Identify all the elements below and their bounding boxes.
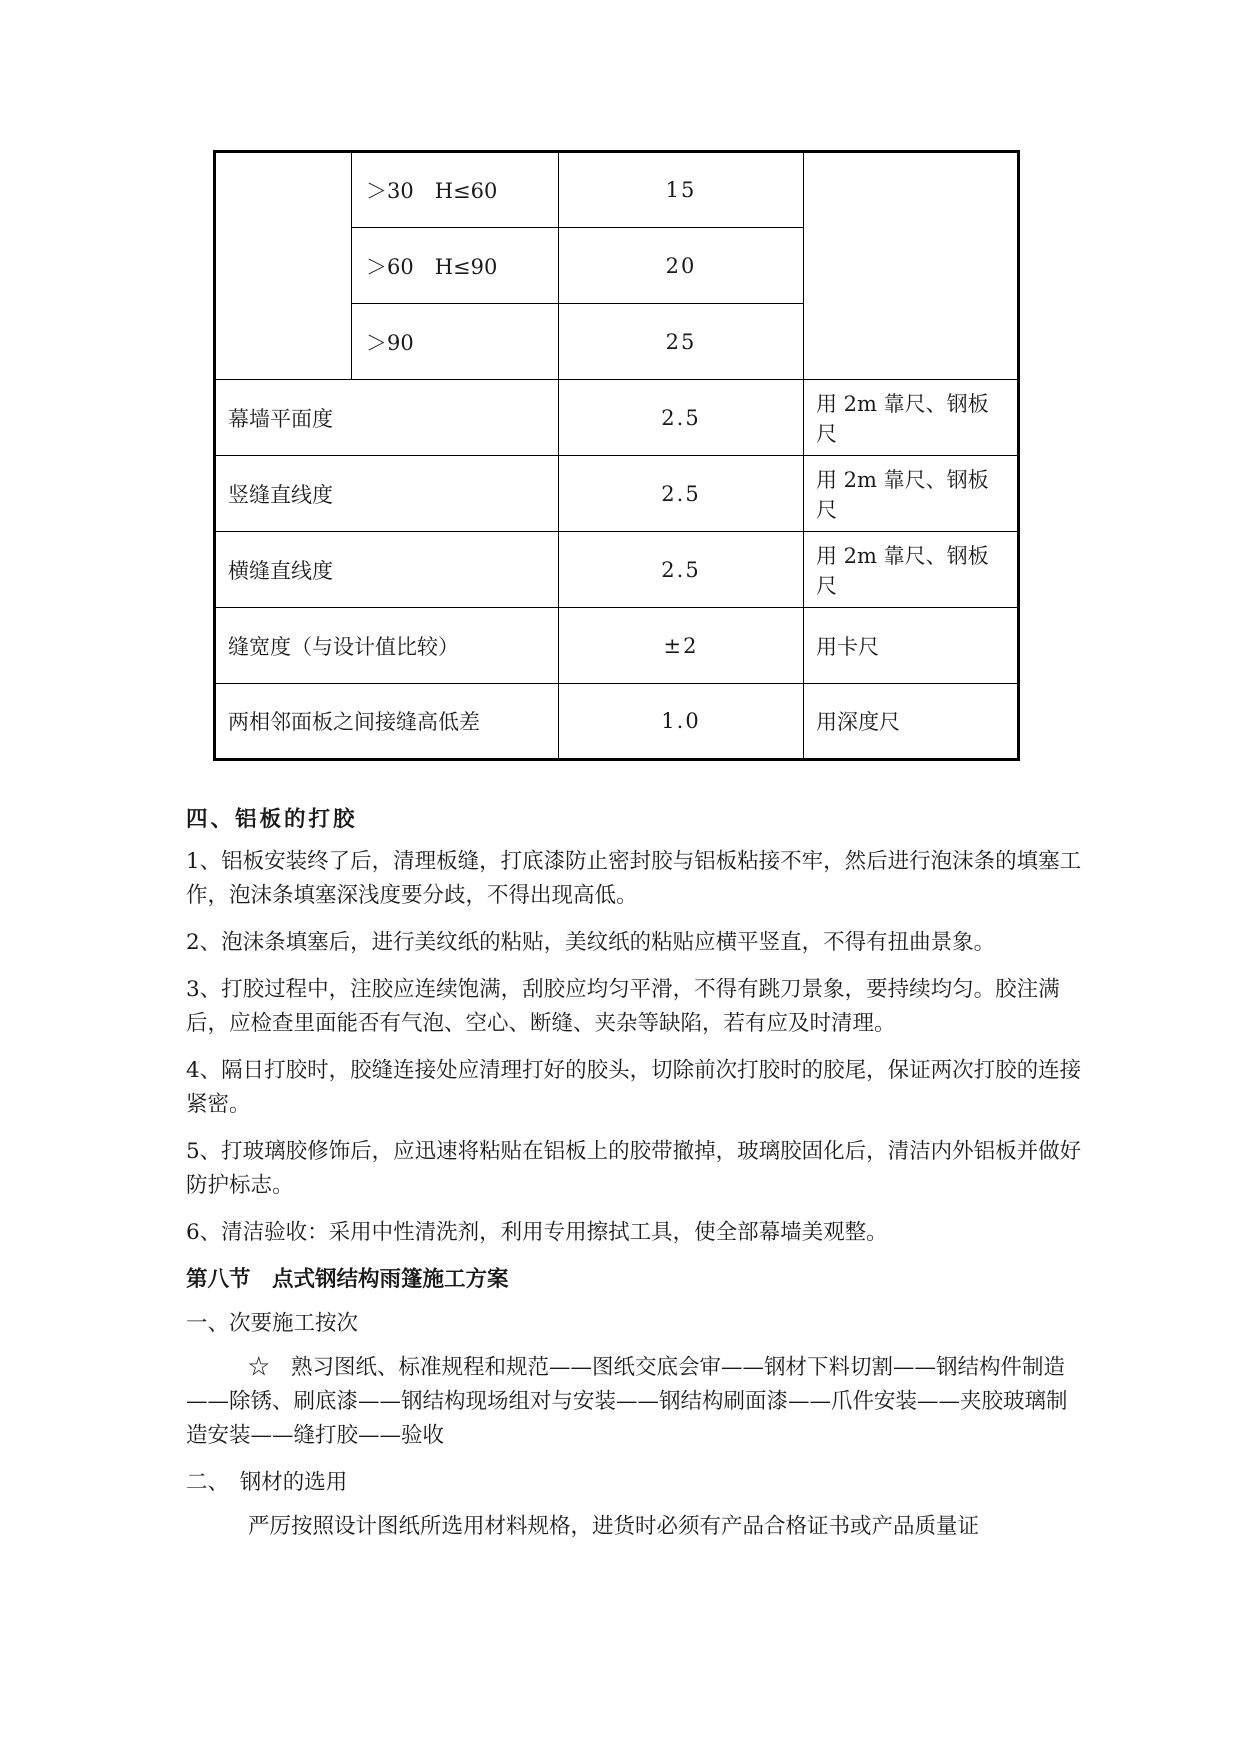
table-cell-empty xyxy=(804,152,1019,380)
section-heading: 第八节 点式钢结构雨篷施工方案 xyxy=(186,1267,509,1292)
item-cell: 两相邻面板之间接缝高低差 xyxy=(215,684,559,760)
value-cell: 1.0 xyxy=(559,684,804,760)
value-cell: 2.5 xyxy=(559,380,804,456)
table-cell-empty xyxy=(215,152,352,380)
tool-cell: 用 2m 靠尺、钢板尺 xyxy=(804,456,1019,532)
process-flow: ☆ 熟习图纸、标准规程和规范——图纸交底会审——钢材下料切割——钢结构件制造——除锈、刷底漆——钢结构现场组对与安装——钢结构刷面漆——爪件安装——夹胶玻璃制造安装——缝打胶——验收 xyxy=(186,1355,1068,1448)
range-cell: ＞90 xyxy=(352,304,559,380)
value-cell: 15 xyxy=(559,152,804,228)
item-cell: 竖缝直线度 xyxy=(215,456,559,532)
item-cell: 横缝直线度 xyxy=(215,532,559,608)
paragraph: 4、隔日打胶时，胶缝连接处应清理打好的胶头，切除前次打胶时的胶尾，保证两次打胶的连接紧密。 xyxy=(186,1058,1082,1117)
value-cell: 2.5 xyxy=(559,456,804,532)
table-row xyxy=(215,532,1019,608)
value-cell: 2.5 xyxy=(559,532,804,608)
paragraph: 3、打胶过程中，注胶应连续饱满，刮胶应均匀平滑，不得有跳刀景象，要持续均匀。胶注满后，应检查里面能否有气泡、空心、断缝、夹杂等缺陷，若有应及时清理。 xyxy=(186,977,1060,1036)
section-heading: 四、铝板的打胶 xyxy=(186,807,358,832)
tool-cell: 用 2m 靠尺、钢板尺 xyxy=(804,380,1019,456)
paragraph: 5、打玻璃胶修饰后，应迅速将粘贴在铝板上的胶带撤掉，玻璃胶固化后，清洁内外铝板并做好防护标志。 xyxy=(186,1139,1082,1198)
document-body xyxy=(186,803,1086,1544)
tool-cell: 用深度尺 xyxy=(804,684,1019,760)
tolerance-table xyxy=(213,150,1020,761)
value-cell: 25 xyxy=(559,304,804,380)
table-row xyxy=(215,684,1019,760)
range-cell: ＞30 H≤60 xyxy=(352,152,559,228)
item-cell: 缝宽度（与设计值比较） xyxy=(215,608,559,684)
subsection-heading: 二、 钢材的选用 xyxy=(186,1470,348,1495)
paragraph: 6、清洁验收：采用中性清洗剂，利用专用擦拭工具，使全部幕墙美观整。 xyxy=(186,1220,888,1245)
paragraph: 1、铝板安装终了后，清理板缝，打底漆防止密封胶与铝板粘接不牢，然后进行泡沫条的填塞工作，泡沫条填塞深浅度要分歧，不得出现高低。 xyxy=(186,849,1082,908)
paragraph: 严厉按照设计图纸所选用材料规格，进货时必须有产品合格证书或产品质量证 xyxy=(248,1514,980,1539)
tool-cell: 用卡尺 xyxy=(804,608,1019,684)
table-row xyxy=(215,152,1019,228)
value-cell: 20 xyxy=(559,228,804,304)
item-cell: 幕墙平面度 xyxy=(215,380,559,456)
table-row xyxy=(215,380,1019,456)
table-row xyxy=(215,456,1019,532)
value-cell: ±2 xyxy=(559,608,804,684)
tool-cell: 用 2m 靠尺、钢板尺 xyxy=(804,532,1019,608)
paragraph: 2、泡沫条填塞后，进行美纹纸的粘贴，美纹纸的粘贴应横平竖直，不得有扭曲景象。 xyxy=(186,930,996,955)
subsection-heading: 一、次要施工按次 xyxy=(186,1311,359,1336)
range-cell: ＞60 H≤90 xyxy=(352,228,559,304)
table-row xyxy=(215,608,1019,684)
